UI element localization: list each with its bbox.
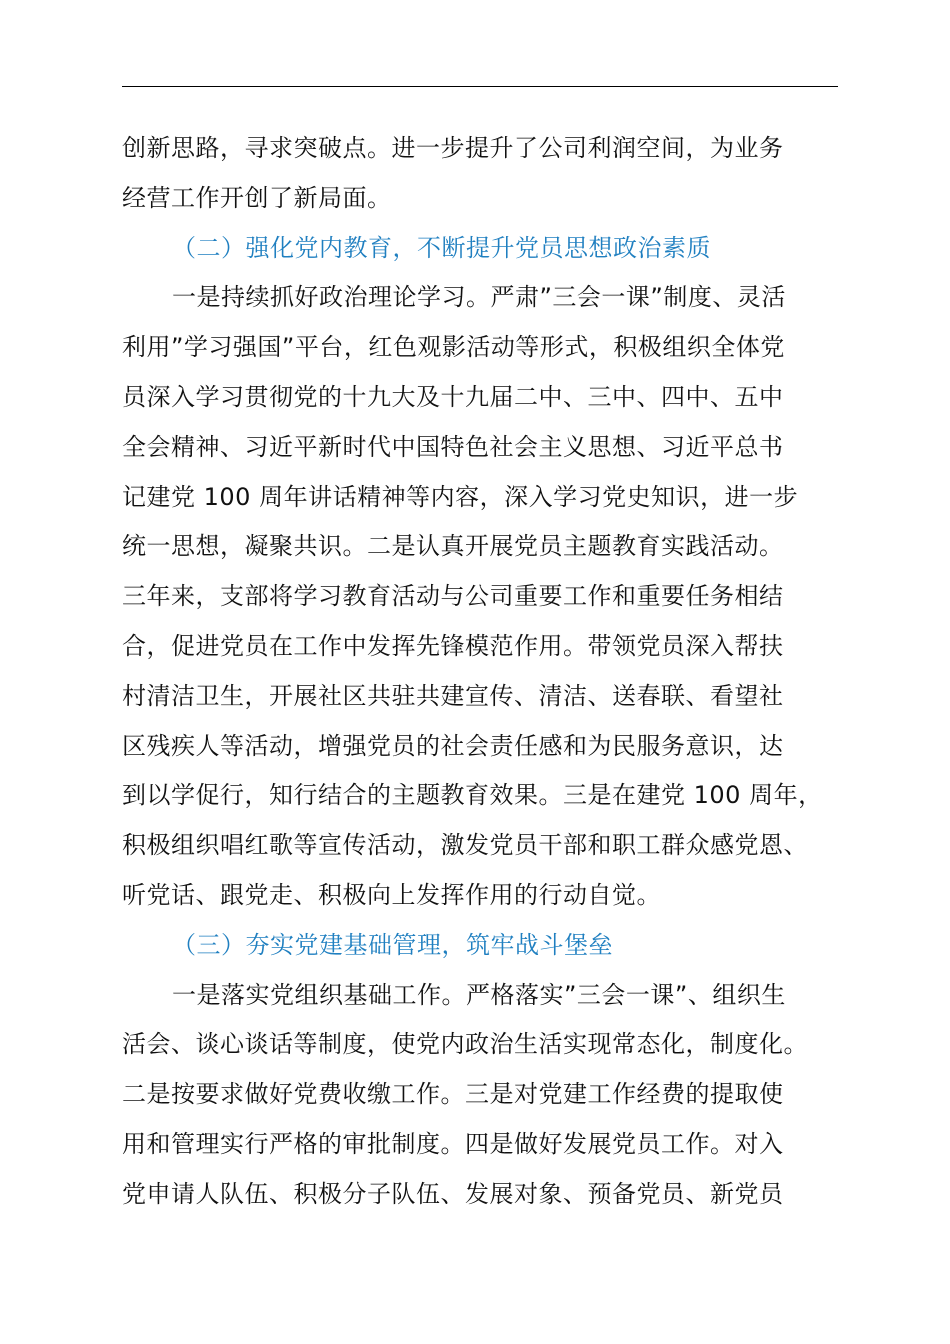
paragraph-line: 合，促进党员在工作中发挥先锋模范作用。带领党员深入帮扶 (122, 631, 784, 660)
section-heading-2: （二）强化党内教育，不断提升党员思想政治素质 (172, 233, 711, 262)
paragraph-line: 员深入学习贯彻党的十九大及十九届二中、三中、四中、五中 (122, 382, 784, 411)
section-heading-3: （三）夯实党建基础管理，筑牢战斗堡垒 (172, 930, 613, 959)
document-body (122, 124, 862, 1220)
paragraph-line: 区残疾人等活动，增强党员的社会责任感和为民服务意识，达 (122, 731, 784, 760)
paragraph-line: 积极组织唱红歌等宣传活动，激发党员干部和职工群众感党恩、 (122, 831, 808, 860)
paragraph-line: 统一思想，凝聚共识。二是认真开展党员主题教育实践活动。 (122, 532, 784, 561)
paragraph-line: 村清洁卫生，开展社区共驻共建宣传、清洁、送春联、看望社 (122, 681, 784, 710)
paragraph-line: 经营工作开创了新局面。 (122, 183, 392, 212)
paragraph-line: 听党话、跟党走、积极向上发挥作用的行动自觉。 (122, 880, 661, 909)
paragraph-line: 全会精神、习近平新时代中国特色社会主义思想、习近平总书 (122, 432, 784, 461)
paragraph-line: 记建党 100 周年讲话精神等内容，深入学习党史知识，进一步 (122, 482, 799, 511)
header-rule (122, 86, 838, 87)
paragraph-line: 三年来，支部将学习教育活动与公司重要工作和重要任务相结 (122, 582, 784, 611)
paragraph-line: 利用”学习强国”平台，红色观影活动等形式，积极组织全体党 (122, 333, 785, 362)
paragraph-line: 用和管理实行严格的审批制度。四是做好发展党员工作。对入 (122, 1129, 784, 1158)
paragraph-line: 二是按要求做好党费收缴工作。三是对党建工作经费的提取使 (122, 1080, 784, 1109)
paragraph-line: 活会、谈心谈话等制度，使党内政治生活实现常态化，制度化。 (122, 1030, 808, 1059)
paragraph-line: 一是持续抓好政治理论学习。严肃”三会一课”制度、灵活 (172, 283, 786, 312)
paragraph-line: 创新思路，寻求突破点。进一步提升了公司利润空间，为业务 (122, 134, 784, 162)
paragraph-line: 一是落实党组织基础工作。严格落实”三会一课”、组织生 (172, 980, 786, 1009)
paragraph-line: 到以学促行，知行结合的主题教育效果。三是在建党 100 周年， (122, 781, 823, 810)
paragraph-line: 党申请人队伍、积极分子队伍、发展对象、预备党员、新党员 (122, 1179, 784, 1208)
